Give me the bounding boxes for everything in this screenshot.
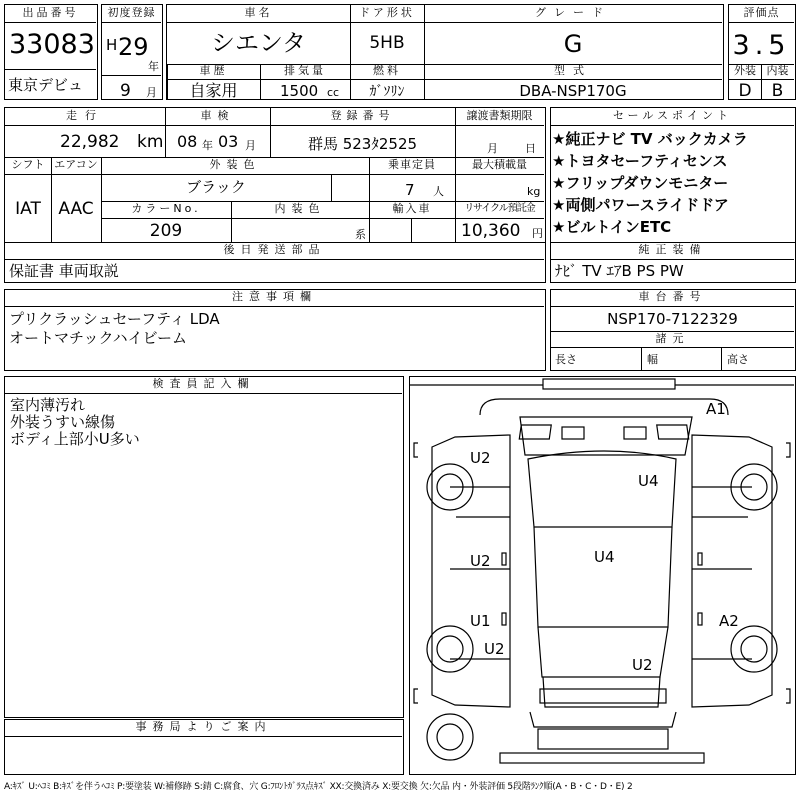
inspector-line-1: 室内薄汚れ bbox=[10, 396, 86, 414]
exterior-label: 外装 bbox=[734, 64, 756, 77]
seats-label: 乗車定員 bbox=[388, 158, 436, 171]
note-line-1: プリクラッシュセーフティ LDA bbox=[9, 310, 220, 328]
inspection-month: 03 bbox=[218, 132, 239, 151]
length-label: 長さ bbox=[555, 353, 577, 366]
inspection-year-unit: 年 bbox=[202, 139, 213, 152]
equipment-label: 純正装備 bbox=[638, 243, 707, 256]
inspector-box bbox=[4, 376, 404, 718]
damage-mark-u2-door-left: U2 bbox=[470, 552, 491, 570]
interior-label: 内装 bbox=[766, 64, 789, 77]
car-name-label: 車名 bbox=[244, 6, 273, 19]
year-unit: 年 bbox=[148, 60, 159, 73]
recycle: 10,360 bbox=[461, 221, 521, 241]
notes-box bbox=[4, 289, 546, 371]
lot-number: 33083 bbox=[9, 29, 95, 60]
fuel: ｶﾞｿﾘﾝ bbox=[369, 84, 405, 100]
displacement-label: 排気量 bbox=[284, 64, 326, 77]
fuel-label: 燃料 bbox=[373, 64, 401, 77]
width-label: 幅 bbox=[647, 353, 658, 366]
recycle-unit: 円 bbox=[532, 227, 543, 240]
note-line-2: オートマチックハイビーム bbox=[9, 329, 188, 347]
interior-score: B bbox=[771, 81, 784, 101]
reg-label: 登録番号 bbox=[330, 109, 395, 122]
reg-number: 群馬 523ﾀ2525 bbox=[307, 135, 418, 153]
equipment: ﾅﾋﾞ TV ｴｱB PS PW bbox=[555, 262, 684, 280]
equipment-box bbox=[550, 242, 796, 283]
color-label: 外装色 bbox=[209, 158, 261, 171]
first-reg-label: 初度登録 bbox=[107, 6, 156, 19]
selling-point-5: ★ビルトインETC bbox=[552, 218, 672, 236]
int-color-label: 内装色 bbox=[274, 202, 326, 215]
car-name: シエンタ bbox=[210, 29, 307, 57]
later-parts: 保証書 車両取説 bbox=[9, 262, 119, 280]
inspection-year: 08 bbox=[177, 132, 198, 151]
office-box bbox=[4, 719, 404, 775]
inspector-label: 検査員記入欄 bbox=[152, 377, 255, 390]
grade-label: グレード bbox=[535, 6, 611, 19]
venue: 東京デビュ bbox=[8, 76, 84, 94]
damage-mark-a2: A2 bbox=[719, 612, 739, 630]
int-color-unit: 系 bbox=[355, 228, 366, 241]
chassis-box bbox=[550, 289, 796, 371]
displacement: 1500 bbox=[280, 82, 319, 100]
selling-points-label: セールスポイント bbox=[612, 109, 732, 122]
damage-mark-u2-rear: U2 bbox=[632, 656, 653, 674]
model: DBA-NSP170G bbox=[519, 82, 627, 100]
recycle-label: リサイクル預託金 bbox=[464, 203, 535, 214]
score: 3.5 bbox=[732, 30, 791, 61]
month: 9 bbox=[120, 81, 131, 101]
load-unit: kg bbox=[527, 185, 541, 198]
office-label: 事務局よりご案内 bbox=[135, 720, 272, 733]
history-label: 車歴 bbox=[199, 64, 228, 77]
legend-footer: A:ｷｽﾞ U:ﾍｺﾐ B:ｷｽﾞを伴うﾍｺﾐ P:要塗装 W:補修跡 S:錆 C:腐食、穴 G:ﾌﾛﾝﾄｶﾞﾗｽ点ｷｽﾞ XX:交換済み X:要交換 欠:欠品 内・外装評価 5段階ﾗﾝｸ順(A・B・C・D・E) 2 bbox=[4, 782, 633, 792]
ac-label: エアコン bbox=[54, 158, 98, 171]
import-label: 輸入車 bbox=[392, 202, 432, 215]
damage-mark-u2-front-left: U2 bbox=[470, 449, 491, 467]
inspector-line-3: ボディ上部小U多い bbox=[10, 430, 140, 448]
year: 29 bbox=[118, 33, 149, 61]
inspection-month-unit: 月 bbox=[245, 139, 256, 152]
notes-label: 注意事項欄 bbox=[232, 290, 317, 303]
selling-point-4: ★両側パワースライドドア bbox=[552, 196, 729, 214]
mileage: 22,982 bbox=[60, 132, 120, 152]
seats: 7 bbox=[405, 181, 415, 199]
car-diagram bbox=[409, 376, 796, 775]
color-no-label: カラーNo. bbox=[131, 202, 201, 215]
specs-label: 諸元 bbox=[655, 332, 690, 345]
inspection-label: 車検 bbox=[200, 109, 235, 122]
displacement-unit: cc bbox=[327, 86, 340, 99]
door-type: 5HB bbox=[369, 33, 405, 53]
damage-mark-u4-center: U4 bbox=[594, 548, 615, 566]
mileage-label: 走行 bbox=[66, 109, 104, 122]
first-reg-box bbox=[101, 4, 163, 100]
car-outline-svg bbox=[410, 377, 794, 773]
exterior-score: D bbox=[738, 81, 752, 101]
score-box bbox=[728, 4, 796, 100]
seats-unit: 人 bbox=[433, 185, 444, 198]
selling-point-2: ★トヨタセーフティセンス bbox=[552, 152, 728, 170]
grade: G bbox=[563, 30, 583, 58]
transfer-month: 月 bbox=[487, 142, 498, 155]
mileage-unit: km bbox=[137, 132, 164, 152]
door-label: ドア形状 bbox=[359, 6, 415, 19]
transfer-day: 日 bbox=[525, 142, 536, 155]
selling-point-3: ★フリップダウンモニター bbox=[552, 174, 729, 192]
transfer-label: 譲渡書類期限 bbox=[466, 109, 533, 122]
shift-label: シフト bbox=[11, 158, 45, 171]
damage-mark-u4-roof: U4 bbox=[638, 472, 659, 490]
details-box bbox=[4, 107, 546, 243]
chassis-number: NSP170-7122329 bbox=[607, 310, 738, 328]
lot-box bbox=[4, 4, 98, 100]
lot-label: 出品番号 bbox=[22, 6, 79, 19]
damage-mark-a1: A1 bbox=[706, 400, 726, 418]
model-label: 型式 bbox=[554, 64, 592, 77]
era: H bbox=[106, 36, 118, 54]
selling-point-1: ★純正ナビ TV バックカメラ bbox=[552, 130, 748, 148]
color-no: 209 bbox=[149, 221, 183, 241]
color: ブラック bbox=[186, 178, 246, 196]
score-label: 評価点 bbox=[743, 6, 780, 19]
damage-mark-u2-rear-left: U2 bbox=[484, 640, 505, 658]
main-info-box bbox=[166, 4, 724, 100]
chassis-label: 車台番号 bbox=[638, 290, 707, 303]
selling-points-box bbox=[550, 107, 796, 243]
history: 自家用 bbox=[189, 81, 238, 100]
inspector-line-2: 外装うすい線傷 bbox=[10, 413, 116, 431]
damage-mark-u1: U1 bbox=[470, 612, 491, 630]
shift: IAT bbox=[15, 199, 41, 219]
load-label: 最大積載量 bbox=[472, 158, 527, 171]
ac: AAC bbox=[58, 199, 94, 219]
later-parts-box bbox=[4, 242, 546, 283]
later-parts-label: 後日発送部品 bbox=[223, 243, 326, 256]
height-label: 高さ bbox=[727, 353, 749, 366]
month-unit: 月 bbox=[146, 86, 157, 99]
